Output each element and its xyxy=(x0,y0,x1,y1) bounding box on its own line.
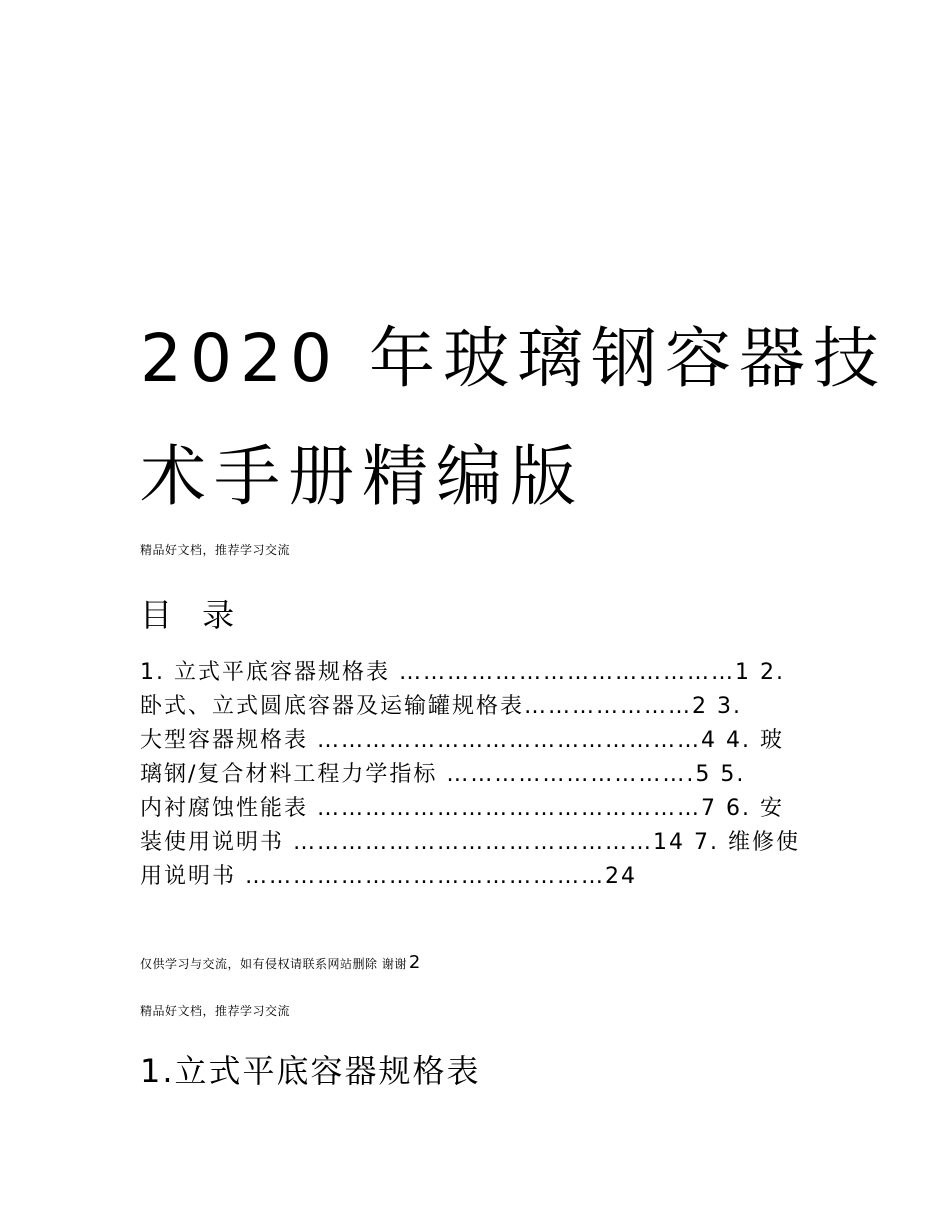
toc-line[interactable]: 卧式、立式圆底容器及运输罐规格表…………………2 3. xyxy=(140,694,742,719)
toc-line[interactable]: 1. 立式平底容器规格表 ……………………………………1 2. xyxy=(140,660,785,685)
footer-note-text: 仅供学习与交流，如有侵权请联系网站删除 谢谢 xyxy=(140,957,407,971)
table-of-contents xyxy=(140,656,820,894)
header-note: 精品好文档，推荐学习交流 xyxy=(140,543,291,557)
toc-line[interactable]: 璃钢/复合材料工程力学指标 ………………………….5 5. xyxy=(140,762,746,787)
section-heading: 1.立式平底容器规格表 xyxy=(140,1052,481,1090)
header-note-2: 精品好文档，推荐学习交流 xyxy=(140,1004,291,1018)
toc-line[interactable]: 大型容器规格表 …………………………………………4 4. 玻 xyxy=(140,728,784,753)
document-title-line-1: 2020 年玻璃钢容器技 xyxy=(140,320,887,397)
toc-line[interactable]: 内衬腐蚀性能表 …………………………………………7 6. 安 xyxy=(140,796,784,821)
page-number: 2 xyxy=(408,952,421,973)
document-title-line-2: 术手册精编版 xyxy=(140,438,584,515)
footer-note xyxy=(140,952,421,973)
toc-line[interactable]: 用说明书 ………………………………………24 xyxy=(140,864,637,889)
toc-line[interactable]: 装使用说明书 ………………………………………14 7. 维修使 xyxy=(140,830,800,855)
toc-heading: 目 录 xyxy=(140,596,245,634)
